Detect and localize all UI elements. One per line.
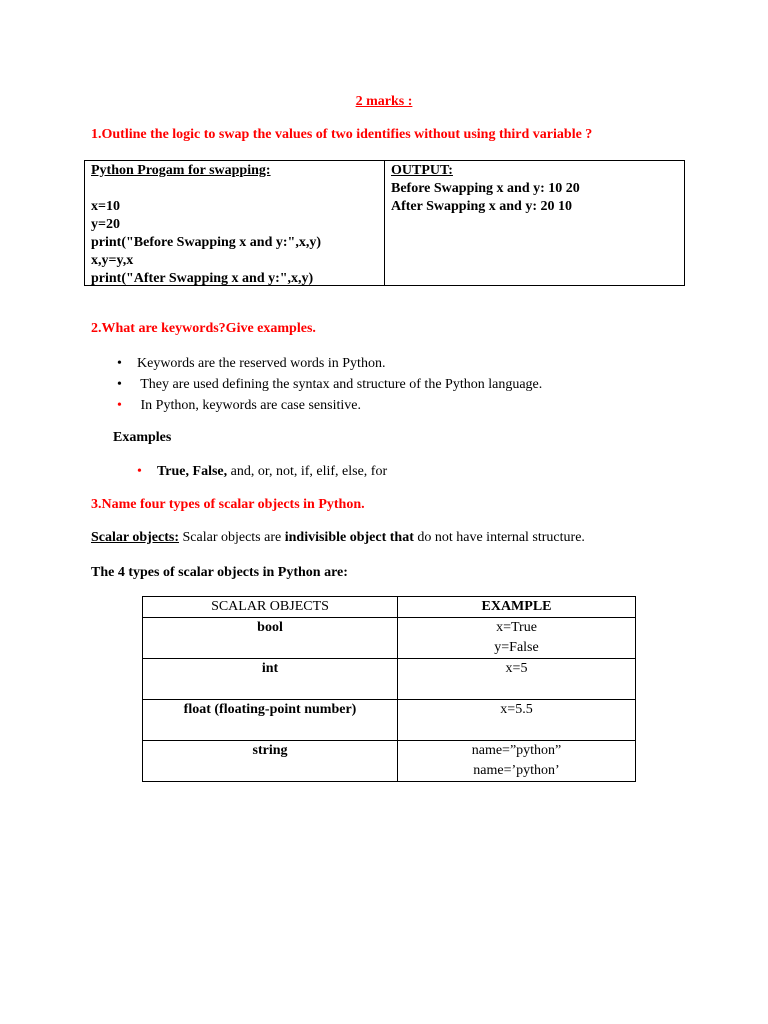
list-item [114,376,542,397]
example-line: x=True [496,620,537,635]
table-header-row [143,597,636,618]
column-header: EXAMPLE [398,597,636,618]
example-cell [398,659,636,700]
examples-label: Examples [113,430,172,445]
code-line: print("Before Swapping x and y:",x,y) [91,235,321,250]
example-cell [398,741,636,782]
list-item [114,397,542,418]
page-heading: 2 marks : [355,94,413,109]
output-title: OUTPUT: [391,163,453,178]
scalar-objects-table [142,596,636,782]
scalar-definition [91,530,585,546]
code-line: x=10 [91,199,120,214]
example-cell [398,618,636,659]
object-name: bool [143,618,398,659]
question-2-title: 2.What are keywords?Give examples. [91,321,316,336]
code-line: x,y=y,x [91,253,134,268]
bullet-text: Keywords are the reserved words in Python. [137,356,386,371]
bullet-icon: • [117,377,122,392]
list-item [114,355,542,376]
table-row [143,659,636,700]
example-line: x=5 [505,661,528,676]
examples-list [134,463,387,484]
output-line: After Swapping x and y: 20 10 [391,199,572,214]
object-name: float (floating-point number) [143,700,398,741]
example-line: x=5.5 [500,702,533,717]
code-line: y=20 [91,217,120,232]
example-line: y=False [494,640,539,655]
keywords-list [114,355,542,418]
question-1-title: 1.Outline the logic to swap the values of two identifies without using third variable ? [91,127,593,142]
bullet-text: They are used defining the syntax and structure of the Python language. [137,377,543,392]
example-cell [398,700,636,741]
example-line: name=”python” [471,743,562,758]
examples-rest: and, or, not, if, elif, else, for [227,464,388,479]
question-3-title: 3.Name four types of scalar objects in Python. [91,497,365,512]
object-name: string [143,741,398,782]
list-item [134,463,387,484]
examples-bold: True, False, [157,464,228,479]
table-row [143,618,636,659]
program-title: Python Progam for swapping: [91,163,271,178]
definition-text: Scalar objects are [179,530,285,545]
bullet-text: In Python, keywords are case sensitive. [137,398,361,413]
output-line: Before Swapping x and y: 10 20 [391,181,580,196]
output-cell [385,161,684,285]
definition-label: Scalar objects: [91,530,179,545]
column-header: SCALAR OBJECTS [143,597,398,618]
example-line: name=’python’ [473,763,560,778]
blank-line [91,180,378,198]
definition-text: do not have internal structure. [413,530,585,545]
bullet-icon: • [117,356,122,371]
code-line: print("After Swapping x and y:",x,y) [91,271,314,286]
program-cell [85,161,385,285]
types-intro: The 4 types of scalar objects in Python are: [91,565,348,580]
definition-bold: indivisible object that [284,530,414,545]
bullet-icon: • [137,464,142,479]
table-row [143,700,636,741]
bullet-icon: • [117,398,122,413]
table-row [143,741,636,782]
swap-program-table [84,160,685,286]
object-name: int [143,659,398,700]
